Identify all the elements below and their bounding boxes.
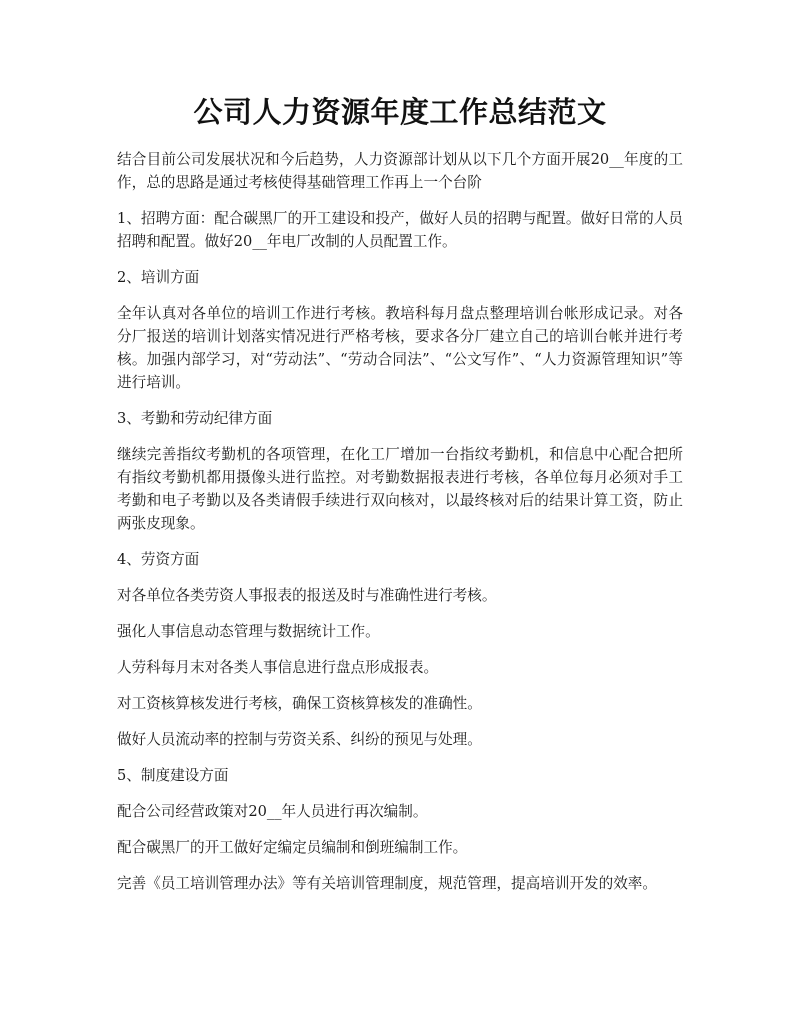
section-heading-labor: 4、劳资方面 [117,551,200,568]
system-paragraph-2: 配合碳黑厂的开工做好定编定员编制和倒班编制工作。 [117,839,468,856]
attendance-paragraph: 继续完善指纹考勤机的各项管理，在化工厂增加一台指纹考勤机，和信息中心配合把所有指纹考勤机都用摄像头进行监控。对考勤数据报表进行考核，各单位每月必须对手工考勤和电子考勤以及各类请假手续进行双向核对，以最终核对后的结果计算工资，防止两张皮现象。 [117,446,683,532]
labor-paragraph-1: 对各单位各类劳资人事报表的报送及时与准确性进行考核。 [117,587,497,604]
system-paragraph-3: 完善《员工培训管理办法》等有关培训管理制度，规范管理，提高培训开发的效率。 [117,875,657,892]
labor-paragraph-4: 对工资核算核发进行考核，确保工资核算核发的准确性。 [117,695,482,712]
training-paragraph: 全年认真对各单位的培训工作进行考核。教培科每月盘点整理培训台帐形成记录。对各分厂报送的培训计划落实情况进行严格考核，要求各分厂建立自己的培训台帐并进行考核。加强内部学习，对“劳动法”、“劳动合同法”、“公文写作”、“人力资源管理知识”等进行培训。 [117,305,683,391]
labor-paragraph-2: 强化人事信息动态管理与数据统计工作。 [117,623,380,640]
section-heading-attendance: 3、考勤和劳动纪律方面 [117,410,273,427]
document-title: 公司人力资源年度工作总结范文 [193,95,607,129]
labor-paragraph-3: 人劳科每月末对各类人事信息进行盘点形成报表。 [117,659,439,676]
section-heading-system: 5、制度建设方面 [117,767,229,784]
section-heading-training: 2、培训方面 [117,269,200,286]
intro-paragraph: 结合目前公司发展状况和今后趋势，人力资源部计划从以下几个方面开展20__年度的工作，总的思路是通过考核使得基础管理工作再上一个台阶 [117,151,683,191]
recruitment-paragraph: 1、招聘方面：配合碳黑厂的开工建设和投产，做好人员的招聘与配置。做好日常的人员招聘和配置。做好20__年电厂改制的人员配置工作。 [117,210,683,250]
document-body [117,148,683,908]
labor-paragraph-5: 做好人员流动率的控制与劳资关系、纠纷的预见与处理。 [117,731,482,748]
system-paragraph-1: 配合公司经营政策对20__年人员进行再次编制。 [117,803,428,820]
